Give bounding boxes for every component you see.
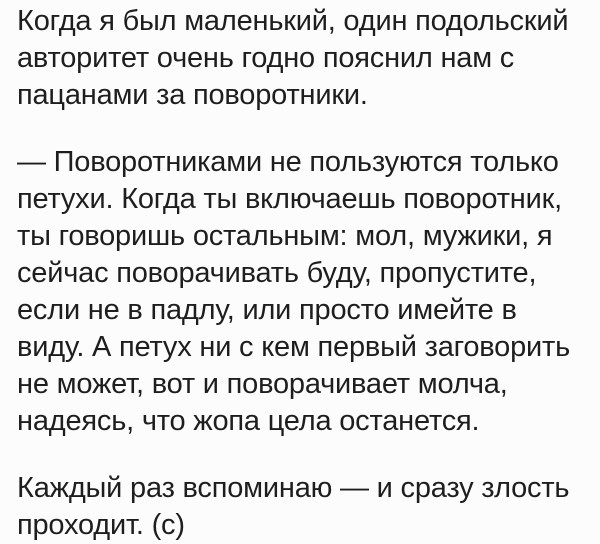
text-line: Когда я был маленький, один подольский: [17, 5, 569, 37]
text-line: виду. А петух ни с кем первый заговорить: [17, 331, 571, 363]
text-line: авторитет очень годно пояснил нам с: [17, 42, 515, 74]
text-line: проходит. (с): [17, 509, 185, 541]
text-line: Каждый раз вспоминаю — и сразу злость: [17, 472, 570, 504]
text-line: надеясь, что жопа цела останется.: [17, 405, 480, 437]
text-line: — Поворотниками не пользуются только: [17, 146, 559, 178]
paragraph-intro: [17, 3, 600, 114]
text-line: петухи. Когда ты включаешь поворотник,: [17, 183, 562, 215]
paragraph-quote: [17, 144, 600, 440]
text-line: не может, вот и поворачивает молча,: [17, 368, 508, 400]
text-line: пацанами за поворотники.: [17, 79, 368, 111]
text-line: ты говоришь остальным: мол, мужики, я: [17, 220, 553, 252]
paragraph-outro: [17, 470, 600, 544]
text-line: сейчас поворачивать буду, пропустите,: [17, 257, 537, 289]
text-line: если не в падлу, или просто имейте в: [17, 294, 517, 326]
